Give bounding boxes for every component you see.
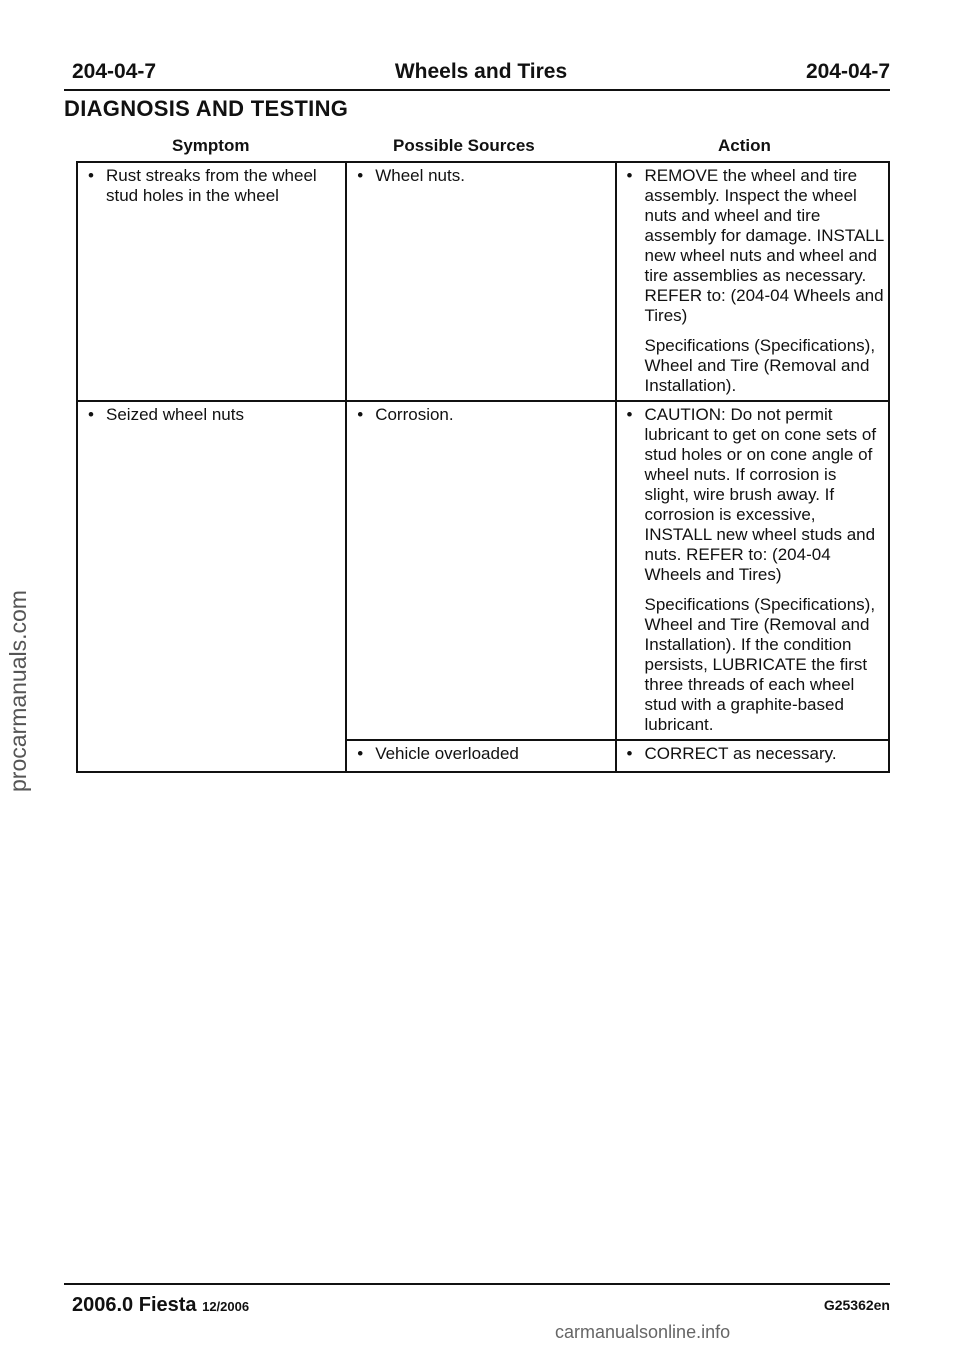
- header-section-code-left: 204-04-7: [72, 60, 157, 83]
- table-row: [77, 162, 889, 401]
- side-watermark: procarmanuals.com: [5, 590, 31, 792]
- column-header-symptom: Symptom: [172, 136, 250, 155]
- header-divider: [64, 89, 890, 91]
- bullet: •: [88, 405, 94, 424]
- bullet: •: [357, 166, 364, 185]
- action-text-continued: Specifications (Specifications), Wheel and Tire (Removal and Installation).: [644, 336, 876, 395]
- source-text: Wheel nuts.: [375, 166, 465, 185]
- section-title: DIAGNOSIS AND TESTING: [64, 96, 349, 121]
- bottom-watermark: carmanualsonline.info: [555, 1322, 731, 1342]
- symptom-text: Seized wheel nuts: [106, 405, 244, 424]
- bullet: •: [626, 744, 633, 763]
- diagnosis-table: [76, 161, 890, 773]
- action-cell: [616, 401, 889, 740]
- column-header-possible-sources: Possible Sources: [393, 136, 535, 155]
- action-text: CORRECT as necessary.: [644, 744, 837, 763]
- action-text: REMOVE the wheel and tire assembly. Inspect the wheel nuts and wheel and tire assembly for damage. INSTALL new wheel nuts and wheel and tire assemblies as necessary. REFER to: (204-04 Wheels and Tires): [644, 166, 884, 325]
- header-title: Wheels and Tires: [394, 60, 568, 83]
- table-row: [77, 401, 889, 740]
- bullet: •: [626, 166, 633, 185]
- footer-model: [72, 1294, 249, 1317]
- bullet: •: [357, 405, 364, 424]
- footer-model-name: 2006.0 Fiesta: [72, 1294, 197, 1316]
- bullet: •: [626, 405, 633, 424]
- symptom-cell: [77, 401, 346, 772]
- action-text-continued: Specifications (Specifications), Wheel and Tire (Removal and Installation). If the condition persists, LUBRICATE the first three threads of each wheel stud with a graphite-based lubricant.: [644, 595, 876, 734]
- footer-document-code: G25362en: [823, 1297, 890, 1313]
- action-text: CAUTION: Do not permit lubricant to get on cone sets of stud holes or on cone angle of wheel nuts. If corrosion is slight, wire brush away. If corrosion is excessive, INSTALL new wheel studs and nuts. REFER to: (204-04 Wheels and Tires): [644, 405, 877, 584]
- header-section-code-right: 204-04-7: [805, 60, 890, 83]
- symptom-text: Rust streaks from the wheel stud holes in the wheel: [106, 166, 317, 205]
- source-cell: [346, 162, 615, 401]
- action-cell: [616, 740, 889, 772]
- action-cell: [616, 162, 889, 401]
- footer-date: 12/2006: [202, 1299, 250, 1314]
- symptom-cell: [77, 162, 346, 401]
- bullet: •: [357, 744, 364, 763]
- footer-divider: [64, 1283, 890, 1285]
- column-header-action: Action: [718, 136, 771, 155]
- source-cell: [346, 401, 615, 740]
- source-text: Vehicle overloaded: [375, 744, 519, 763]
- bullet: •: [88, 166, 94, 185]
- page-header: [72, 60, 890, 88]
- source-cell: [346, 740, 615, 772]
- source-text: Corrosion.: [375, 405, 454, 424]
